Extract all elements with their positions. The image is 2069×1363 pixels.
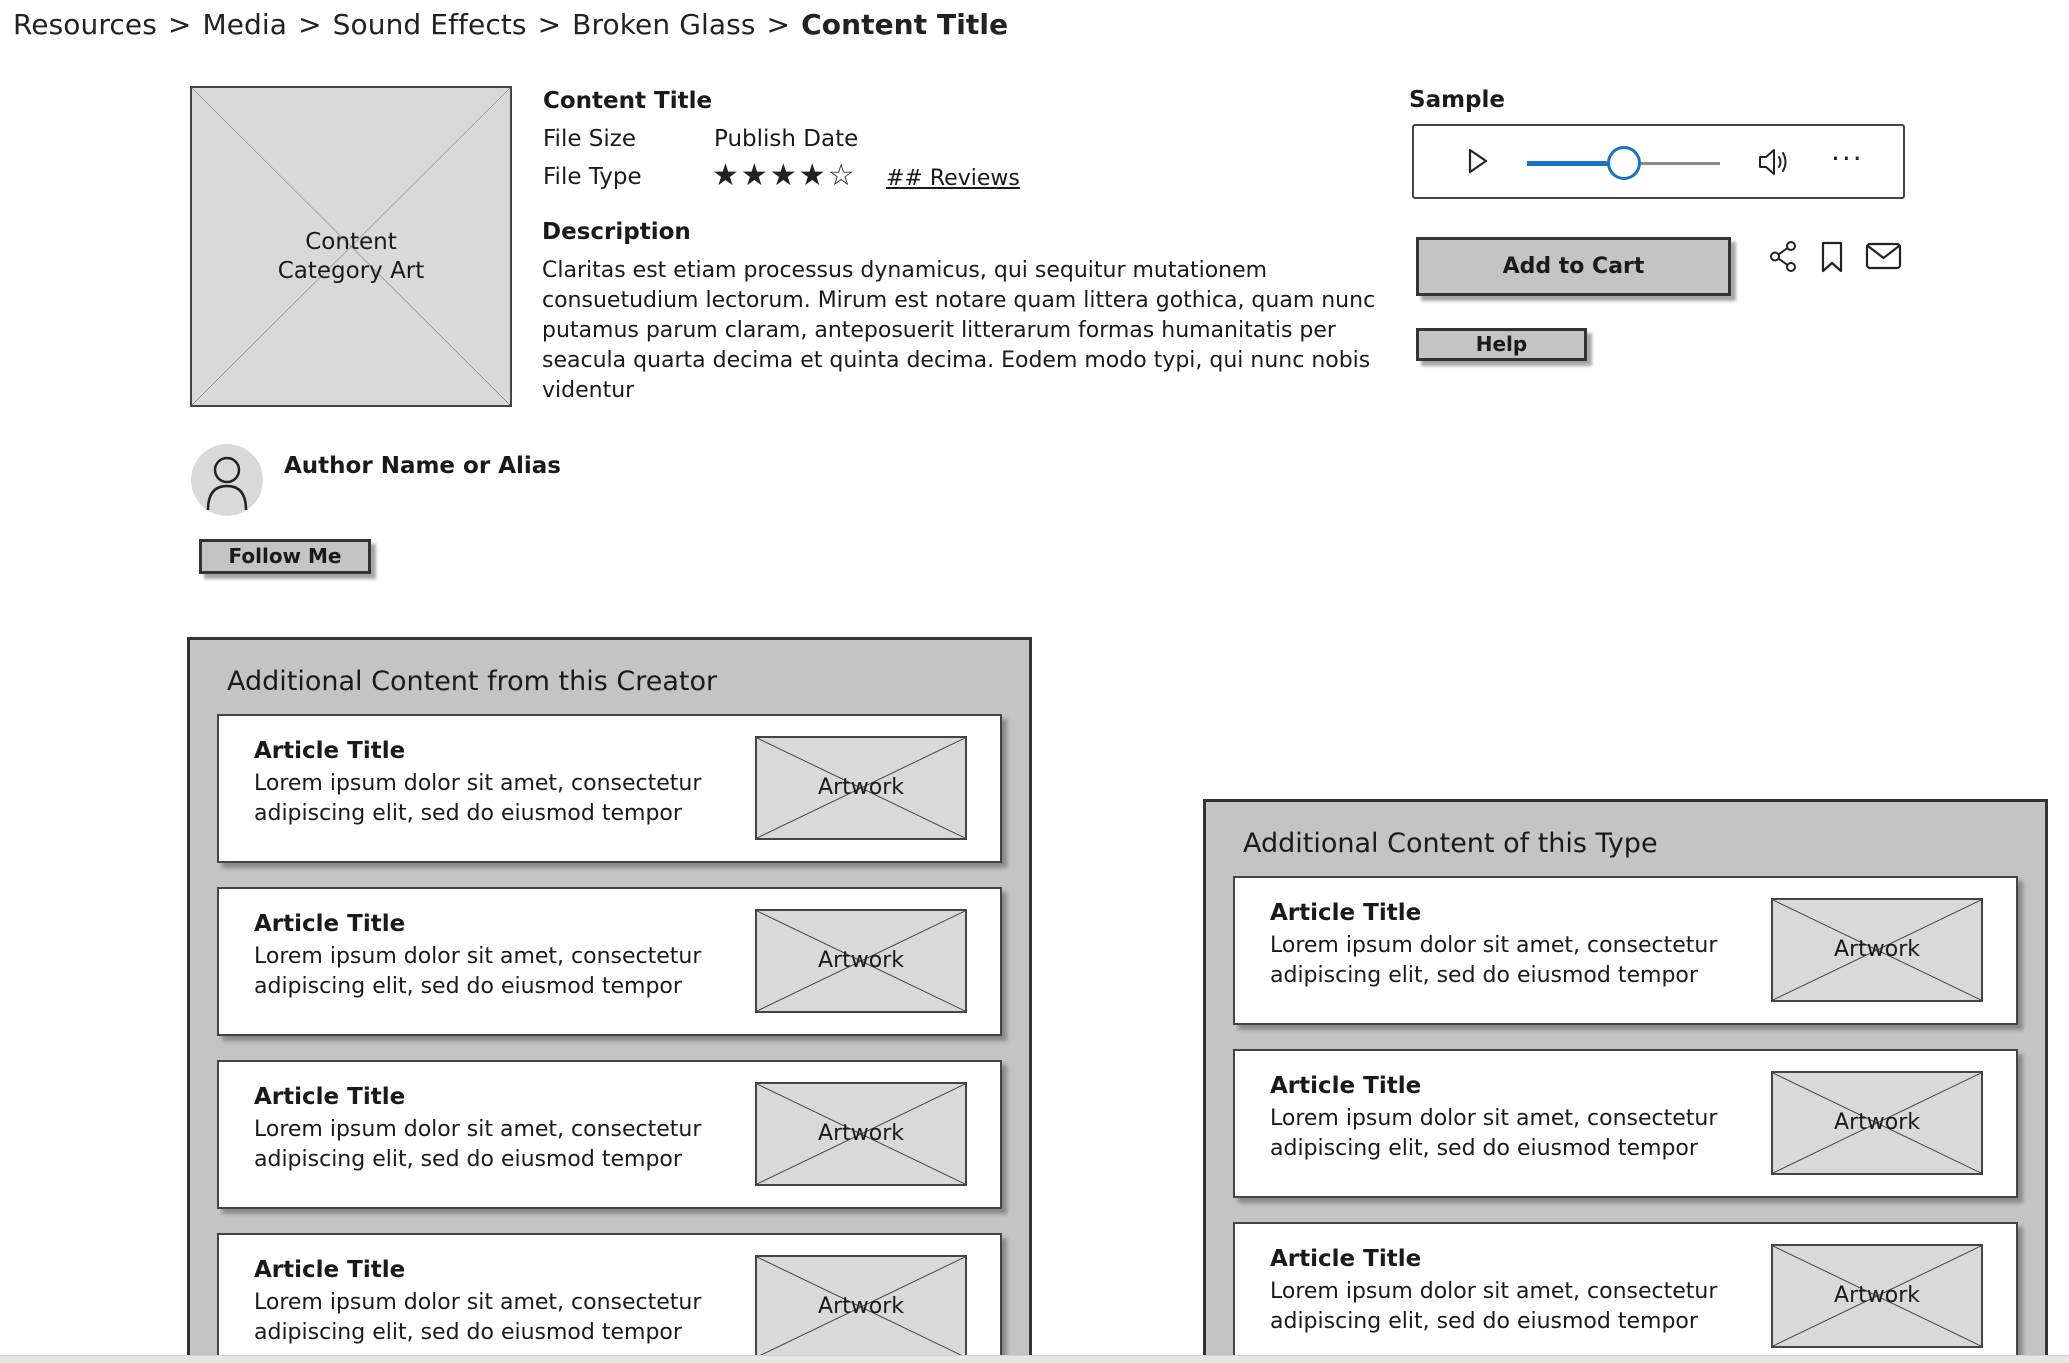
article-artwork bbox=[755, 736, 967, 840]
file-size: File Size bbox=[543, 126, 637, 152]
help-button[interactable]: Help bbox=[1416, 328, 1587, 361]
article-card[interactable] bbox=[1233, 876, 2018, 1025]
description-text: Claritas est etiam processus dynamicus, qui sequitur mutationem consuetudium lectorum. Mirum est notare quam littera gothica, quam nunc putamus parum claram, anteposuerit litterarum formas humanitatis per seacula quarta decima et quinta decima. Eodem modo typi, qui nunc nobis videntur bbox=[542, 258, 1376, 403]
article-excerpt: Lorem ipsum dolor sit amet, consectetur adipiscing elit, sed do eiusmod tempor bbox=[254, 944, 702, 999]
breadcrumb-separator: > bbox=[298, 8, 322, 41]
share-icon[interactable] bbox=[1768, 240, 1798, 273]
panel-title: Additional Content from this Creator bbox=[227, 666, 718, 697]
article-artwork bbox=[1771, 1244, 1983, 1348]
article-title: Article Title bbox=[254, 738, 406, 764]
mail-icon[interactable] bbox=[1865, 241, 1902, 271]
breadcrumb-separator: > bbox=[167, 8, 192, 41]
artwork-label: Artwork bbox=[818, 1121, 904, 1146]
file-type: File Type bbox=[543, 164, 642, 190]
star-filled-icon: ★ bbox=[740, 158, 770, 193]
avatar[interactable] bbox=[191, 444, 263, 516]
article-excerpt: Lorem ipsum dolor sit amet, consectetur adipiscing elit, sed do eiusmod tempor bbox=[254, 1117, 702, 1172]
play-icon[interactable] bbox=[1462, 146, 1492, 176]
reviews-link[interactable]: ## Reviews bbox=[886, 166, 1020, 191]
breadcrumb-item-resources[interactable]: Resources bbox=[13, 8, 157, 41]
article-card[interactable] bbox=[217, 1060, 1002, 1209]
article-artwork bbox=[1771, 1071, 1983, 1175]
more-icon[interactable]: ··· bbox=[1831, 142, 1864, 175]
article-excerpt: Lorem ipsum dolor sit amet, consectetur adipiscing elit, sed do eiusmod tempor bbox=[1270, 1279, 1718, 1334]
star-empty-icon: ☆ bbox=[827, 158, 857, 193]
breadcrumb-separator: > bbox=[537, 8, 562, 41]
volume-icon[interactable] bbox=[1757, 146, 1793, 178]
star-filled-icon: ★ bbox=[769, 158, 799, 193]
article-title: Article Title bbox=[1270, 1073, 1422, 1099]
artwork-label: Artwork bbox=[1834, 1110, 1920, 1135]
article-card[interactable] bbox=[217, 887, 1002, 1036]
seek-slider[interactable] bbox=[1527, 162, 1720, 165]
creator-content-panel bbox=[187, 637, 1032, 1363]
article-card[interactable] bbox=[217, 714, 1002, 863]
article-artwork bbox=[755, 1255, 967, 1359]
horizontal-scrollbar[interactable] bbox=[0, 1355, 2069, 1363]
breadcrumb-separator: > bbox=[766, 8, 791, 41]
article-artwork bbox=[1771, 898, 1983, 1002]
follow-me-button[interactable]: Follow Me bbox=[199, 539, 371, 574]
publish-date: Publish Date bbox=[714, 126, 859, 152]
sample-label: Sample bbox=[1409, 87, 1505, 113]
article-excerpt: Lorem ipsum dolor sit amet, consectetur adipiscing elit, sed do eiusmod tempor bbox=[254, 1290, 702, 1345]
star-filled-icon: ★ bbox=[798, 158, 828, 193]
artwork-label: Artwork bbox=[818, 948, 904, 973]
content-category-art bbox=[190, 86, 512, 407]
article-excerpt: Lorem ipsum dolor sit amet, consectetur adipiscing elit, sed do eiusmod tempor bbox=[254, 771, 702, 826]
artwork-label: Artwork bbox=[818, 1294, 904, 1319]
type-content-panel bbox=[1203, 799, 2048, 1363]
star-filled-icon: ★ bbox=[712, 158, 741, 193]
article-title: Article Title bbox=[1270, 900, 1422, 926]
add-to-cart-button[interactable]: Add to Cart bbox=[1416, 237, 1731, 296]
article-excerpt: Lorem ipsum dolor sit amet, consectetur adipiscing elit, sed do eiusmod tempor bbox=[1270, 933, 1718, 988]
seek-thumb[interactable] bbox=[1607, 146, 1641, 180]
article-title: Article Title bbox=[1270, 1246, 1422, 1272]
article-title: Article Title bbox=[254, 911, 406, 937]
artwork-label: Artwork bbox=[1834, 937, 1920, 962]
breadcrumb bbox=[13, 8, 1008, 41]
content-category-art-label: Content Category Art bbox=[277, 229, 425, 284]
article-title: Article Title bbox=[254, 1084, 406, 1110]
person-icon bbox=[205, 454, 249, 512]
breadcrumb-item-broken-glass[interactable]: Broken Glass bbox=[572, 8, 756, 41]
audio-player bbox=[1412, 124, 1905, 199]
bookmark-icon[interactable] bbox=[1818, 240, 1846, 274]
article-excerpt: Lorem ipsum dolor sit amet, consectetur adipiscing elit, sed do eiusmod tempor bbox=[1270, 1106, 1718, 1161]
author-name[interactable]: Author Name or Alias bbox=[284, 453, 561, 479]
star-rating bbox=[712, 158, 857, 193]
description-heading: Description bbox=[542, 219, 691, 245]
article-title: Article Title bbox=[254, 1257, 406, 1283]
article-card[interactable] bbox=[1233, 1049, 2018, 1198]
content-title: Content Title bbox=[543, 88, 713, 114]
artwork-label: Artwork bbox=[818, 775, 904, 800]
article-artwork bbox=[755, 909, 967, 1013]
article-card[interactable] bbox=[217, 1233, 1002, 1363]
breadcrumb-current: Content Title bbox=[801, 8, 1009, 41]
breadcrumb-item-sound-effects[interactable]: Sound Effects bbox=[332, 8, 527, 41]
article-card[interactable] bbox=[1233, 1222, 2018, 1363]
panel-title: Additional Content of this Type bbox=[1243, 828, 1658, 859]
artwork-label: Artwork bbox=[1834, 1283, 1920, 1308]
breadcrumb-item-media[interactable]: Media bbox=[202, 8, 288, 41]
article-artwork bbox=[755, 1082, 967, 1186]
